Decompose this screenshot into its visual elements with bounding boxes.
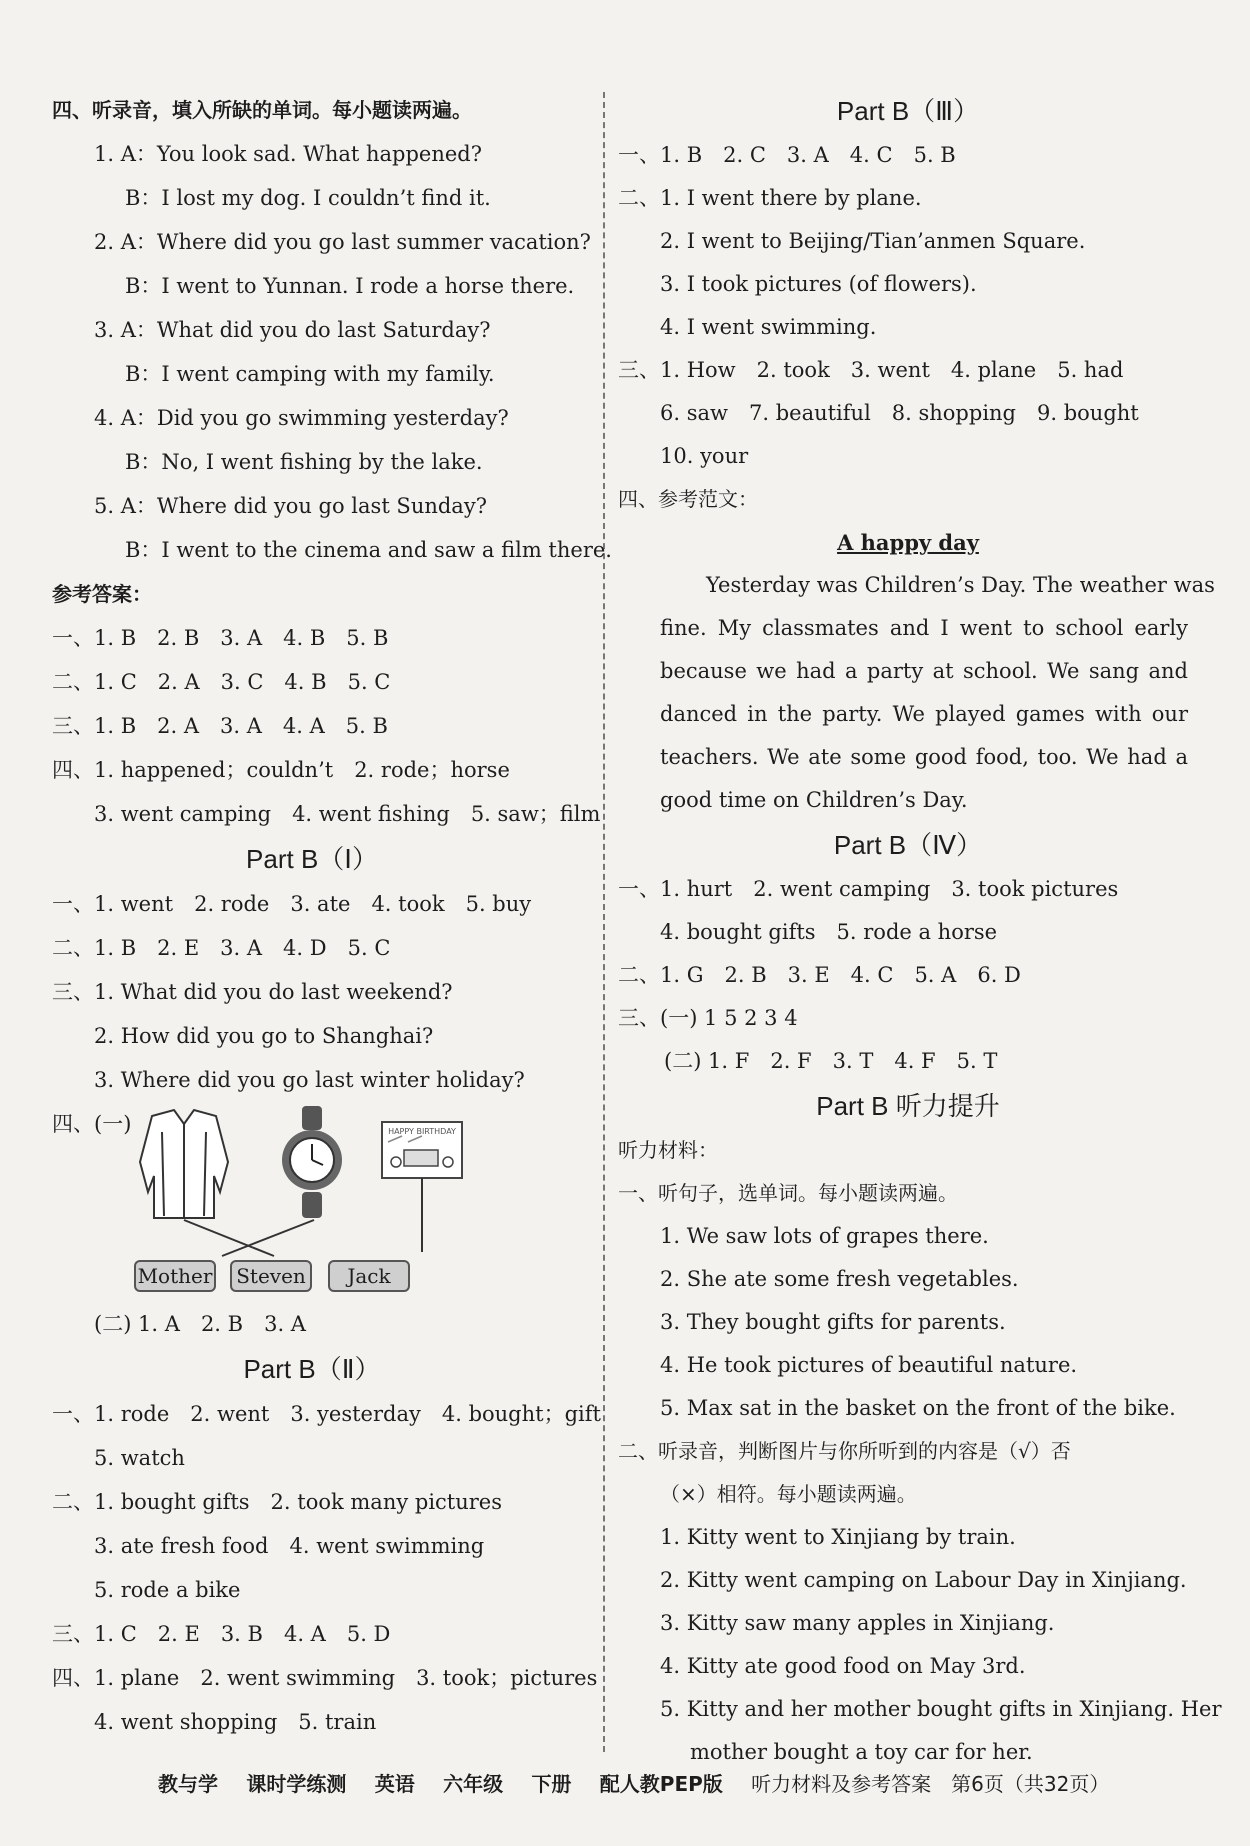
answer-line: 二、1. bought gifts 2. took many pictures <box>52 1490 503 1514</box>
part-b4-title: Part B（Ⅳ） <box>833 830 983 860</box>
answer-line: 4. went shopping 5. train <box>94 1710 377 1734</box>
answer-line: 3. went camping 4. went fishing 5. saw；film <box>94 802 601 826</box>
answer-line: 二、1. B 2. E 3. A 4. D 5. C <box>52 936 391 960</box>
listening-item: 3. Kitty saw many apples in Xinjiang. <box>660 1611 1055 1635</box>
listening-item: 2. She ate some fresh vegetables. <box>660 1267 1019 1291</box>
answer-line: 10. your <box>660 444 749 468</box>
right-column <box>618 88 1222 1774</box>
answer-line: (二) 1. A 2. B 3. A <box>94 1312 306 1336</box>
dialog-3-b: B：I went camping with my family. <box>125 362 495 386</box>
listening-item: mother bought a toy car for her. <box>690 1740 1033 1764</box>
answer-line: 2. I went to Beijing/Tian’anmen Square. <box>660 229 1086 253</box>
dialog-4-a: 4. A：Did you go swimming yesterday? <box>94 406 509 430</box>
listening-item: 4. He took pictures of beautiful nature. <box>660 1353 1078 1377</box>
essay-line: good time on Children’s Day. <box>660 788 968 812</box>
dialog-5-a: 5. A：Where did you go last Sunday? <box>94 494 487 518</box>
essay-title: A happy day <box>837 530 979 555</box>
answer-line: 2. How did you go to Shanghai? <box>94 1024 434 1048</box>
answer-line: 三、1. B 2. A 3. A 4. A 5. B <box>52 714 388 738</box>
answer-line: 一、1. hurt 2. went camping 3. took pictures <box>618 877 1119 901</box>
listening-item: 3. They bought gifts for parents. <box>660 1310 1006 1334</box>
answer-line: 四、1. happened；couldn’t 2. rode；horse <box>52 758 510 782</box>
name-tag-jack: Jack <box>328 1260 410 1292</box>
listening-item: 1. We saw lots of grapes there. <box>660 1224 989 1248</box>
matching-picture <box>52 1102 572 1302</box>
answer-line: 3. I took pictures (of flowers). <box>660 272 977 296</box>
answers-title: 参考答案： <box>52 582 152 606</box>
listening-section-2: 二、听录音，判断图片与你所听到的内容是（√）否 <box>618 1439 1071 1463</box>
footer-page-note: 听力材料及参考答案 第6页（共32页） <box>751 1772 1110 1796</box>
match-line <box>184 1220 274 1256</box>
answer-line: 三、1. What did you do last weekend? <box>52 980 453 1004</box>
footer-series: 六年级 <box>443 1772 504 1796</box>
answer-line: 一、1. B 2. C 3. A 4. C 5. B <box>618 143 956 167</box>
answer-line: 三、(一) 1 5 2 3 4 <box>618 1006 798 1030</box>
listening-section-1: 一、听句子，选单词。每小题读两遍。 <box>618 1181 958 1205</box>
essay-line: danced in the party. We played games with our <box>660 702 1188 726</box>
footer-series: 课时学练测 <box>246 1772 347 1796</box>
answer-line: 二、1. G 2. B 3. E 4. C 5. A 6. D <box>618 963 1021 987</box>
answer-line: 6. saw 7. beautiful 8. shopping 9. bought <box>660 401 1139 425</box>
essay-line: Yesterday was Children’s Day. The weather was <box>706 573 1215 597</box>
listening-item: 5. Kitty and her mother bought gifts in Xinjiang. Her <box>660 1697 1222 1721</box>
listening-item: 4. Kitty ate good food on May 3rd. <box>660 1654 1026 1678</box>
listening-item: 2. Kitty went camping on Labour Day in Xinjiang. <box>660 1568 1187 1592</box>
birthday-card-icon <box>382 1122 462 1252</box>
section-4-title: 四、听录音，填入所缺的单词。每小题读两遍。 <box>52 98 472 122</box>
essay-line: teachers. We ate some good food, too. We had a <box>660 745 1188 769</box>
watch-icon <box>282 1106 342 1218</box>
dialog-2-a: 2. A：Where did you go last summer vacation? <box>94 230 591 254</box>
essay-body <box>618 564 1215 822</box>
dialog-2-b: B：I went to Yunnan. I rode a horse there. <box>125 274 575 298</box>
answer-line: 一、1. rode 2. went 3. yesterday 4. bought；gift <box>52 1402 601 1426</box>
answer-line: 三、1. C 2. E 3. B 4. A 5. D <box>52 1622 391 1646</box>
part-b1-title: Part B（Ⅰ） <box>246 844 378 874</box>
answer-line: 3. Where did you go last winter holiday? <box>94 1068 525 1092</box>
part-b3-title: Part B（Ⅲ） <box>836 96 980 126</box>
answer-line: 3. ate fresh food 4. went swimming <box>94 1534 485 1558</box>
shirt-icon <box>140 1110 228 1218</box>
answer-line: 5. rode a bike <box>94 1578 241 1602</box>
essay-line: because we had a party at school. We sang and <box>660 659 1188 683</box>
dialog-5-b: B：I went to the cinema and saw a film there. <box>125 538 612 562</box>
answer-line: 三、1. How 2. took 3. went 4. plane 5. had <box>618 358 1124 382</box>
answer-line: 一、1. went 2. rode 3. ate 4. took 5. buy <box>52 892 532 916</box>
dialog-1-a: 1. A：You look sad. What happened? <box>94 142 483 166</box>
footer-series: 教与学 <box>158 1772 218 1796</box>
dialog-1-b: B：I lost my dog. I couldn’t find it. <box>125 186 491 210</box>
material-label: 听力材料： <box>618 1138 718 1162</box>
answer-line: 4. bought gifts 5. rode a horse <box>660 920 998 944</box>
match-line <box>222 1220 314 1256</box>
essay-line: fine. My classmates and I went to school early <box>660 616 1188 640</box>
answer-line: 5. watch <box>94 1446 185 1470</box>
footer-series: 下册 <box>531 1772 572 1796</box>
name-tag-mother: Mother <box>134 1260 216 1292</box>
answer-line: 四、1. plane 2. went swimming 3. took；pictures <box>52 1666 598 1690</box>
listening-item: 5. Max sat in the basket on the front of the bike. <box>660 1396 1176 1420</box>
answer-line: 二、1. I went there by plane. <box>618 186 922 210</box>
card-text: HAPPY BIRTHDAY <box>388 1127 456 1136</box>
dialog-4-b: B：No, I went fishing by the lake. <box>125 450 483 474</box>
left-column <box>52 88 612 1744</box>
footer-series: 配人教PEP版 <box>599 1772 723 1796</box>
listening-item: 1. Kitty went to Xinjiang by train. <box>660 1525 1016 1549</box>
listening-section-2-cont: （×）相符。每小题读两遍。 <box>660 1482 917 1506</box>
column-divider <box>603 92 605 1752</box>
answer-line: (二) 1. F 2. F 3. T 4. F 5. T <box>664 1049 998 1073</box>
answer-line: 二、1. C 2. A 3. C 4. B 5. C <box>52 670 391 694</box>
page-footer <box>158 1766 1109 1802</box>
answer-line: 一、1. B 2. B 3. A 4. B 5. B <box>52 626 389 650</box>
matching-lines-svg <box>52 1102 572 1302</box>
answer-line: 四、(一) <box>52 1112 132 1136</box>
name-tag-steven: Steven <box>230 1260 312 1292</box>
part-b2-title: Part B（Ⅱ） <box>243 1354 381 1384</box>
answer-line: 4. I went swimming. <box>660 315 877 339</box>
essay-label: 四、参考范文： <box>618 487 758 511</box>
footer-series: 英语 <box>374 1772 415 1796</box>
listening-title: Part B 听力提升 <box>816 1091 1000 1121</box>
dialog-3-a: 3. A：What did you do last Saturday? <box>94 318 491 342</box>
